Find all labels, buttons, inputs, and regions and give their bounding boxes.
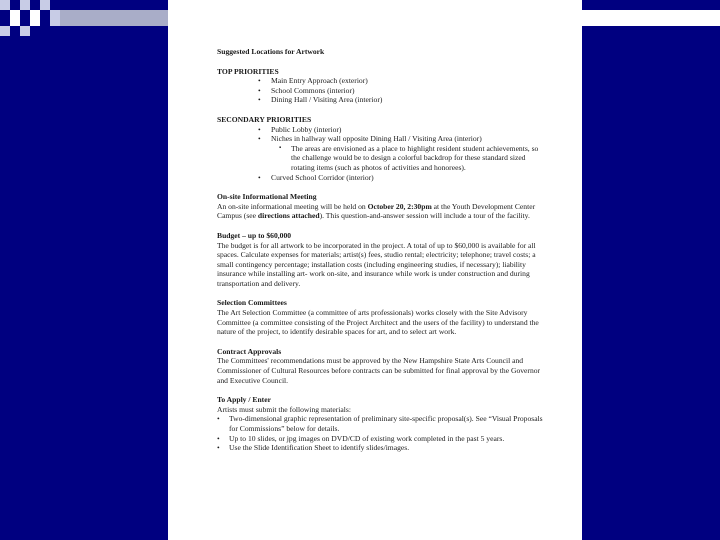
selection-heading: Selection Committees xyxy=(217,298,287,308)
checker-square xyxy=(30,10,40,26)
top-priorities-heading: TOP PRIORITIES xyxy=(217,66,279,76)
budget-text: The budget is for all artwork to be incorporated in the project. A total of up to $60,000 is available for all spaces. Calculate expenses for materials; artist(s) fees, studio rental; electricity; telephone; travel costs; a small contingency percentage; installation costs (including engineering studies, if necessary); liability insurance while installing art- work on-site, and insurance while work is under construction and during transportation and delivery. xyxy=(217,240,536,288)
meeting-text-2: at the Youth Development Center Campus (see xyxy=(217,201,536,221)
selection-text: The Art Selection Committee (a committee of arts professionals) works closely with the Site Advisory Committee (a committee consisting of the Project Architect and the users of the facility) to understand the nature of the project, to identify desirable spaces for art, and to select art work. xyxy=(217,308,539,337)
apply-intro: Artists must submit the following materials: xyxy=(217,404,351,414)
meeting-text xyxy=(217,202,547,221)
checker-square xyxy=(20,0,30,10)
secondary-priorities-list xyxy=(217,125,547,183)
list-item: • Two-dimensional graphic representation of preliminary site-specific proposal(s). See “Visual Proposals for Commissions” below for details. xyxy=(229,414,547,433)
list-item: • School Commons (interior) xyxy=(271,86,547,96)
meeting-text-3: ). This question-and-answer session will include a tour of the facility. xyxy=(319,211,530,221)
meeting-text-1: An on-site informational meeting will be held on xyxy=(217,201,368,211)
list-item: • Use the Slide Identification Sheet to identify slides/images. xyxy=(229,443,547,453)
list-item: • Dining Hall / Visiting Area (interior) xyxy=(271,95,547,105)
list-item: • Public Lobby (interior) xyxy=(271,125,547,135)
checker-square xyxy=(0,26,10,36)
meeting-date: October 20, 2:30pm xyxy=(367,201,432,211)
budget-heading: Budget – up to $60,000 xyxy=(217,230,292,240)
apply-heading: To Apply / Enter xyxy=(217,395,271,405)
apply-list xyxy=(217,414,547,452)
contract-text: The Committees' recommendations must be approved by the New Hampshire State Arts Council and Commissioner of Cultural Resources before contracts can be submitted for final approval by the Governor and Executive Council. xyxy=(217,356,541,385)
secondary-priorities-heading: SECONDARY PRIORITIES xyxy=(217,114,312,124)
meeting-heading: On-site Informational Meeting xyxy=(217,192,317,202)
document-content xyxy=(217,47,547,453)
checker-square xyxy=(20,26,30,36)
list-item: • Curved School Corridor (interior) xyxy=(271,173,547,183)
document-title: Suggested Locations for Artwork xyxy=(217,47,325,56)
top-priorities-list xyxy=(217,76,547,105)
list-item xyxy=(271,134,547,172)
checker-square xyxy=(40,0,50,10)
sub-list xyxy=(271,144,547,173)
meeting-directions: directions attached xyxy=(257,211,320,221)
checker-square xyxy=(10,10,20,26)
list-item: • Main Entry Approach (exterior) xyxy=(271,76,547,86)
list-item-text: Niches in hallway wall opposite Dining Hall / Visiting Area (interior) xyxy=(271,134,482,144)
checker-square xyxy=(0,0,10,10)
list-item: • Up to 10 slides, or jpg images on DVD/CD of existing work completed in the past 5 years. xyxy=(229,434,547,444)
sub-list-item: ▪ The areas are envisioned as a place to highlight resident student achievements, so the challenge would be to design a colorful backdrop for these standard sized rotating items (such as photos of activities and honorees). xyxy=(291,144,547,173)
contract-heading: Contract Approvals xyxy=(217,346,282,356)
checker-square xyxy=(50,10,60,26)
header-band-segment xyxy=(60,10,168,26)
header-band-segment xyxy=(582,10,720,26)
